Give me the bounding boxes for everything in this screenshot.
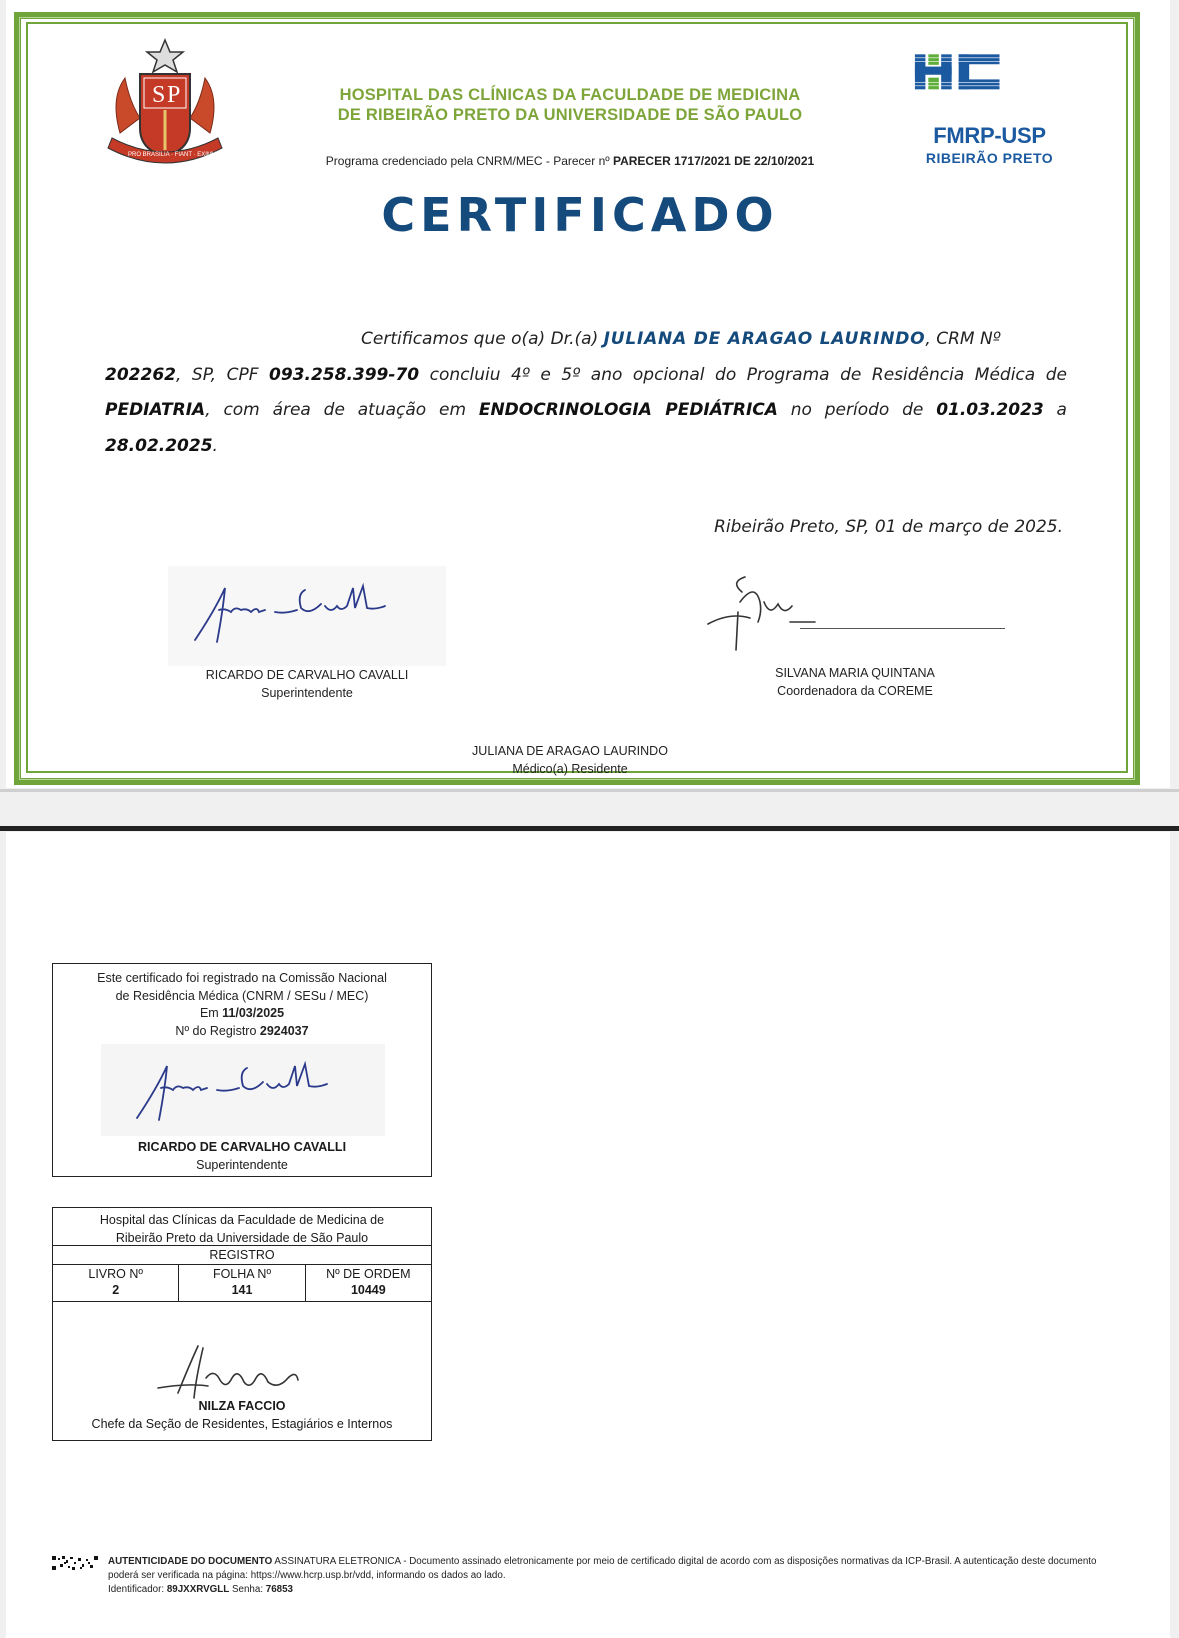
signatory-name: JULIANA DE ARAGAO LAURINDO [472, 744, 668, 758]
cell-label: LIVRO Nº [88, 1267, 143, 1281]
authenticity-notice [108, 1555, 1108, 1597]
statement-text: , com área de atuação em [205, 400, 479, 420]
signatory-name: RICARDO DE CARVALHO CAVALLI [205, 668, 409, 682]
authenticity-text: ASSINATURA ELETRONICA - Documento assinado eletronicamente por meio de certificado digital de acordo com as disposições normativas da ICP-Brasil. A autenticação deste documento poderá ser verificada na página: https://www.hcrp.usp.br/vdd, informando os dados ao lado. [108, 1556, 1097, 1581]
svg-text:P: P [167, 82, 181, 108]
registration-line-1: Este certificado foi registrado na Comissão Nacional [97, 971, 387, 985]
signatory-2 [730, 664, 980, 700]
sao-paulo-coat-of-arms-icon [100, 38, 230, 173]
identifier-value: 89JXXRVGLL [166, 1584, 230, 1595]
start-date: 01.03.2023 [936, 400, 1044, 420]
registration-date [53, 1005, 431, 1023]
identifier-label: Identificador: [108, 1584, 167, 1595]
cpf-number: 093.258.399-70 [269, 364, 420, 385]
registry-header-line-2: Ribeirão Preto da Universidade de São Paulo [115, 1231, 369, 1245]
cell-value: 10449 [350, 1283, 386, 1297]
signatory-role: Coordenadora da COREME [777, 684, 933, 698]
hc-logo-ribeirao-preto: RIBEIRÃO PRETO [925, 150, 1054, 166]
registry-cell-page [179, 1265, 305, 1301]
signatory-name: RICARDO DE CARVALHO CAVALLI [137, 1140, 347, 1154]
page-gap [0, 789, 1179, 792]
authenticity-heading: AUTENTICIDADE DO DOCUMENTO [108, 1556, 273, 1567]
hospital-registry-table [52, 1207, 432, 1441]
statement-text: Certificamos que o(a) Dr.(a) [361, 329, 604, 349]
signature-ricardo-cavalli [185, 580, 415, 650]
registry-cell-book [53, 1265, 179, 1301]
registry-section-label: REGISTRO [53, 1246, 431, 1265]
password-label: Senha: [229, 1584, 266, 1595]
signatory-role: Superintendente [261, 686, 353, 700]
registration-date-label: Em [199, 1006, 223, 1020]
registry-row [53, 1265, 431, 1302]
cell-label: FOLHA Nº [212, 1267, 272, 1281]
certificate-statement [105, 322, 1067, 464]
registration-number [53, 1023, 431, 1041]
svg-text:S: S [152, 82, 166, 108]
statement-text: no período de [777, 400, 937, 420]
accreditation-prefix: Programa credenciado pela CNRM/MEC - Parecer nº [325, 154, 613, 168]
registration-date-value: 11/03/2025 [222, 1006, 285, 1020]
cnrm-registration-box [52, 963, 432, 1177]
hc-fmrp-logo-icon [912, 52, 1067, 122]
statement-text: . [212, 435, 218, 456]
statement-text: , SP, CPF [175, 364, 270, 385]
cell-value: 141 [231, 1283, 253, 1297]
place-and-date: Ribeirão Preto, SP, 01 de março de 2025. [714, 517, 1063, 537]
signature-line [800, 628, 1005, 629]
registration-number-value: 2924037 [259, 1023, 309, 1038]
signatory-role: Superintendente [196, 1158, 288, 1172]
signatory-role: Chefe da Seção de Residentes, Estagiários e Internos [91, 1417, 393, 1431]
signatory-name: SILVANA MARIA QUINTANA [775, 666, 935, 680]
registration-line-2: de Residência Médica (CNRM / SESu / MEC) [115, 988, 369, 1003]
signatory-role: Médico(a) Residente [512, 762, 628, 776]
crm-number: 202262 [105, 364, 176, 385]
institution-line-2: DE RIBEIRÃO PRETO DA UNIVERSIDADE DE SÃO PAULO [337, 106, 803, 124]
signatory-1 [168, 666, 446, 702]
certificate-title: CERTIFICADO [381, 188, 779, 242]
registry-header [53, 1208, 431, 1246]
registration-number-label: Nº do Registro [175, 1023, 260, 1038]
statement-text: concluiu 4º e 5º ano opcional do Programa de Residência Médica de [419, 364, 1067, 385]
signature-ricardo-cavalli [127, 1058, 357, 1128]
qr-code-icon [52, 1556, 98, 1570]
accreditation-value: PARECER 1717/2021 DE 22/10/2021 [612, 154, 815, 168]
accreditation-line [260, 154, 880, 168]
signatory-name: NILZA FACCIO [198, 1399, 286, 1413]
registry-signatory [53, 1397, 431, 1433]
seal-motto: PRO BRASILIA · FIANT · EXIMIA [128, 152, 218, 158]
cell-label: Nº DE ORDEM [326, 1267, 411, 1281]
statement-text: , CRM Nº [925, 329, 1001, 349]
program-name: PEDIATRIA [105, 400, 206, 420]
signature-silvana-quintana [700, 572, 820, 652]
hc-logo-fmrp-usp: FMRP-USP [933, 123, 1046, 148]
end-date: 28.02.2025 [105, 435, 213, 456]
cell-value: 2 [112, 1283, 120, 1297]
registry-header-line-1: Hospital das Clínicas da Faculdade de Medicina de [99, 1213, 385, 1227]
statement-text: a [1043, 400, 1067, 420]
resident-name: JULIANA DE ARAGAO LAURINDO [603, 329, 926, 349]
registry-cell-order [306, 1265, 431, 1301]
page-divider [0, 826, 1179, 831]
registration-signatory [53, 1138, 431, 1174]
resident-signatory [430, 742, 710, 778]
institution-line-1: HOSPITAL DAS CLÍNICAS DA FACULDADE DE MEDICINA [339, 86, 801, 104]
institution-name [300, 85, 840, 125]
password-value: 76853 [265, 1584, 294, 1595]
specialty-area: ENDOCRINOLOGIA PEDIÁTRICA [478, 400, 778, 420]
